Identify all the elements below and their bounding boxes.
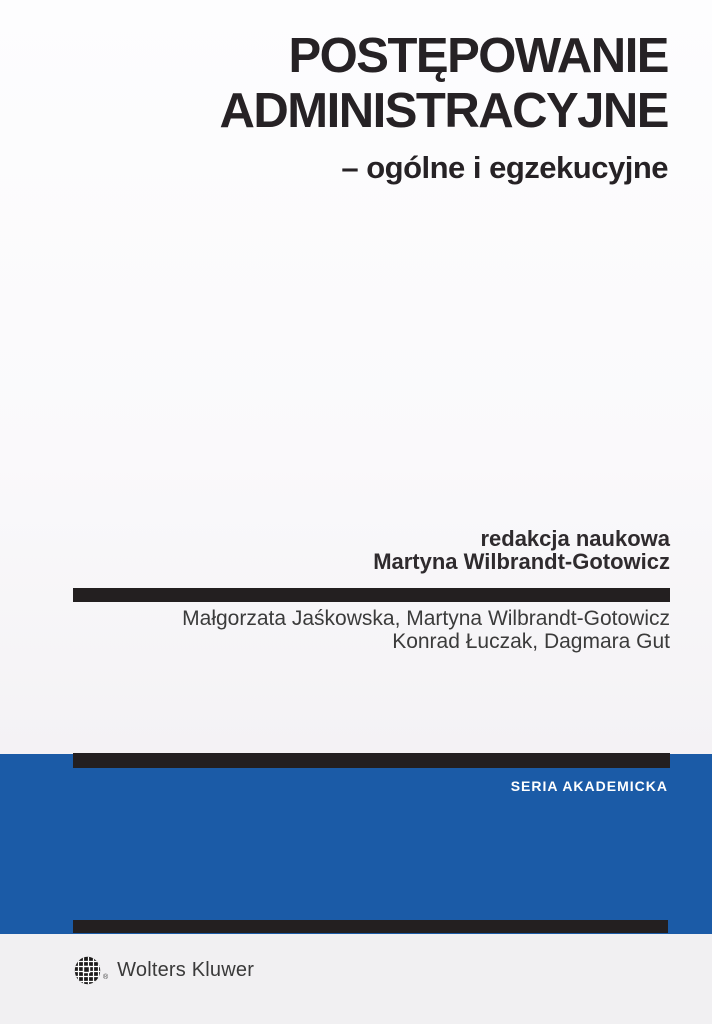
divider-bar-bottom [73, 920, 668, 933]
wolters-kluwer-globe-icon [74, 956, 101, 985]
divider-bar-middle [73, 753, 670, 768]
title-line-2: ADMINISTRACYJNE [219, 84, 668, 138]
authors-block [182, 607, 670, 653]
title-block [220, 29, 668, 187]
publisher-logo [74, 956, 254, 985]
editors-label: redakcja naukowa [480, 526, 670, 551]
divider-bar-top [73, 588, 670, 602]
title-line-1: POSTĘPOWANIE [288, 29, 668, 83]
authors-line-2: Konrad Łuczak, Dagmara Gut [392, 630, 670, 653]
registered-mark: ® [103, 974, 109, 981]
authors-line-1: Małgorzata Jaśkowska, Martyna Wilbrandt-Gotowicz [182, 607, 670, 630]
series-label: SERIA AKADEMICKA [510, 778, 668, 794]
editors-name: Martyna Wilbrandt-Gotowicz [373, 549, 670, 574]
publisher-wordmark: Wolters Kluwer [117, 959, 255, 981]
subtitle: – ogólne i egzekucyjne [341, 150, 668, 185]
editors-block [373, 527, 670, 573]
